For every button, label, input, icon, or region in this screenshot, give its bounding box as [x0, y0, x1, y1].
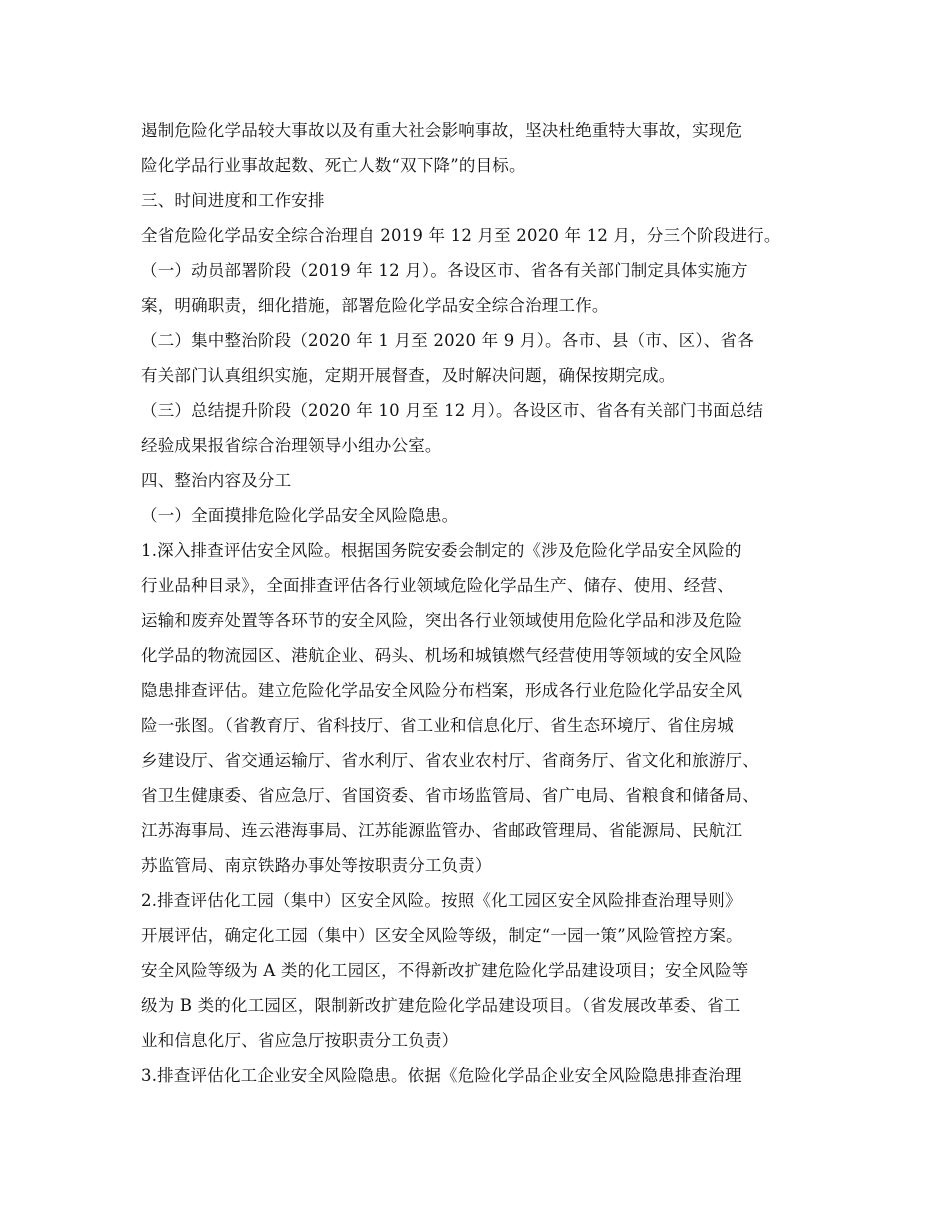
text-line: 开展评估，确定化工园（集中）区安全风险等级，制定“一园一策”风险管控方案。	[141, 926, 743, 945]
text-line: 险化学品行业事故起数、死亡人数“双下降”的目标。	[141, 156, 526, 175]
text-line: 苏监管局、南京铁路办事处等按职责分工负责）	[141, 856, 492, 875]
text-line: 行业品种目录》，全面排查评估各行业领域危险化学品生产、储存、使用、经营、	[141, 576, 734, 595]
text-line: 安全风险等级为 A 类的化工园区，不得新改扩建危险化学品建设项目；安全风险等	[141, 961, 749, 980]
text-line: （三）总结提升阶段（2020 年 10 月至 12 月）。各设区市、省各有关部门书面总结	[141, 401, 764, 420]
text-line: 有关部门认真组织实施，定期开展督查，及时解决问题，确保按期完成。	[141, 366, 676, 385]
text-line: 江苏海事局、连云港海事局、江苏能源监管办、省邮政管理局、省能源局、民航江	[141, 821, 743, 840]
text-line: 1.深入排查评估安全风险。根据国务院安委会制定的《涉及危险化学品安全风险的	[141, 541, 742, 560]
document-body	[141, 113, 821, 1093]
text-line: 化学品的物流园区、港航企业、码头、机场和城镇燃气经营使用等领域的安全风险	[141, 646, 743, 665]
text-line: （一）动员部署阶段（2019 年 12 月）。各设区市、省各有关部门制定具体实施方	[141, 261, 748, 280]
text-line: 遏制危险化学品较大事故以及有重大社会影响事故，坚决杜绝重特大事故，实现危	[141, 121, 743, 140]
text-line: 隐患排查评估。建立危险化学品安全风险分布档案，形成各行业危险化学品安全风	[141, 681, 743, 700]
text-line: 险一张图。（省教育厅、省科技厅、省工业和信息化厅、省生态环境厅、省住房城	[141, 716, 734, 735]
text-line: 业和信息化厅、省应急厅按职责分工负责）	[141, 1031, 459, 1050]
text-line: 运输和废弃处置等各环节的安全风险，突出各行业领域使用危险化学品和涉及危险	[141, 611, 743, 630]
text-line: 经验成果报省综合治理领导小组办公室。	[141, 436, 442, 455]
text-line: 案，明确职责，细化措施，部署危险化学品安全综合治理工作。	[141, 296, 609, 315]
subsection-heading: （一）全面摸排危险化学品安全风险隐患。	[141, 506, 459, 525]
text-line: 省卫生健康委、省应急厅、省国资委、省市场监管局、省广电局、省粮食和储备局、	[141, 786, 759, 805]
text-line: 乡建设厅、省交通运输厅、省水利厅、省农业农村厅、省商务厅、省文化和旅游厅、	[141, 751, 759, 770]
text-line: 级为 B 类的化工园区，限制新改扩建危险化学品建设项目。（省发展改革委、省工	[141, 996, 741, 1015]
section-heading: 四、整治内容及分工	[141, 471, 292, 490]
text-line: （二）集中整治阶段（2020 年 1 月至 2020 年 9 月）。各市、县（市、区）、省各	[141, 331, 754, 350]
section-heading: 三、时间进度和工作安排	[141, 191, 325, 210]
text-line: 2.排查评估化工园（集中）区安全风险。按照《化工园区安全风险排查治理导则》	[141, 891, 742, 910]
text-line: 3.排查评估化工企业安全风险隐患。依据《危险化学品企业安全风险隐患排查治理	[141, 1066, 742, 1085]
text-line: 全省危险化学品安全综合治理自 2019 年 12 月至 2020 年 12 月，分三个阶段进行。	[141, 226, 781, 245]
